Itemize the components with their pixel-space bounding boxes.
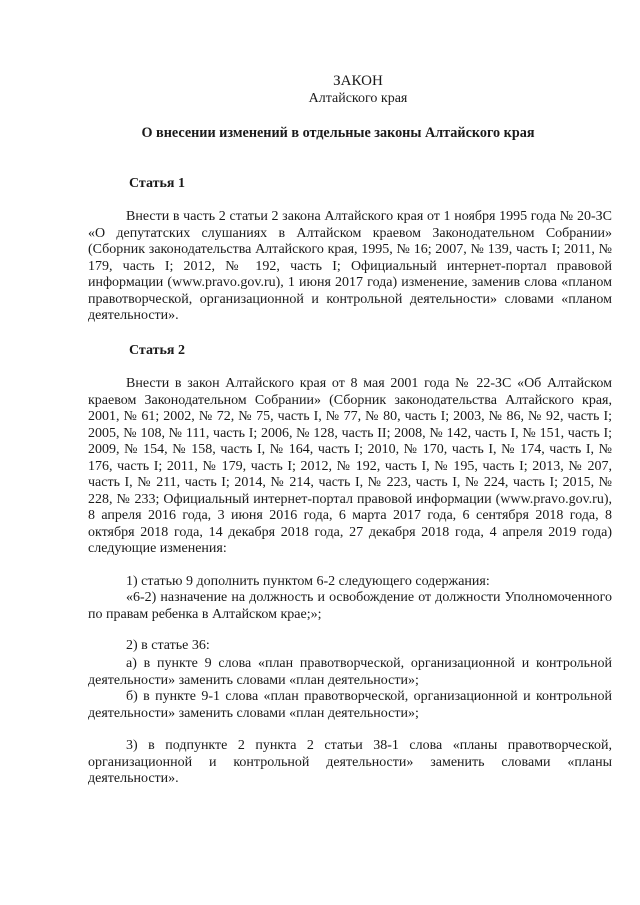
article-2-intro-paragraph: Внести в закон Алтайского края от 8 мая 2001 года № 22-ЗС «Об Алтайском краевом Законодательном Собрании» (Сборник законодательства Алтайского края, 2001, № 61; 2002, № 72, № 75, часть I, № 77, № 80, часть I; 2003, № 86, № 92, часть I; 2005, № 108, № 111, часть I; 2006, № 128, часть II; 2008, № 142, часть I, № 151, часть I; 2009, № 154, № 158, часть I, № 164, часть I; 2010, № 170, часть I, № 174, часть I, № 176, часть I; 2011, № 179, часть I; 2012, № 192, часть I, № 195, часть I; 2013, № 207, часть I, № 211, часть I; 2014, № 214, часть I, № 223, часть I, № 224, часть I; 2015, № 228, № 233; Официальный интернет-портал правовой информации (www.pravo.gov.ru), 8 апреля 2016 года, 3 июня 2016 года, 6 марта 2017 года, 6 сентября 2018 года, 8 октября 2018 года, 14 декабря 2018 года, 27 декабря 2018 года, 4 апреля 2019 года) следующие изменения: [88,376,612,556]
article-2-item-2: 2) в статье 36: [126,638,210,653]
law-title: ЗАКОН [333,73,383,89]
article-2-heading: Статья 2 [129,343,185,358]
article-2-item-2a: а) в пункте 9 слова «план правотворческой, организационной и контрольной деятельности» заменить словами «план деятельности»; [88,656,612,688]
article-1-text [88,209,612,325]
law-heading: О внесении изменений в отдельные законы Алтайского края [141,125,535,141]
article-2-item-2b: б) в пункте 9-1 слова «план правотворческой, организационной и контрольной деятельности» заменить словами «план деятельности»; [88,689,612,721]
article-2-intro [88,376,612,558]
article-2-item-3: 3) в подпункте 2 пункта 2 статьи 38-1 слова «планы правотворческой, организационной и контрольной деятельности» заменить словами «планы деятельности». [88,738,612,786]
article-2-item-1: 1) статью 9 дополнить пунктом 6-2 следующего содержания: [126,574,490,589]
article-1-paragraph: Внести в часть 2 статьи 2 закона Алтайского края от 1 ноября 1995 года № 20-ЗС «О депутатских слушаниях в Алтайском краевом Законодательном Собрании» (Сборник законодательства Алтайского края, 1995, № 16; 2007, № 139, часть I; 2011, № 179, часть I; 2012, № 192, часть I; Официальный интернет-портал правовой информации (www.pravo.gov.ru), 1 июня 2017 года) изменение, заменив слова «планом правотворческой, организационной и контрольной деятельности» словами «планом деятельности». [88,209,612,323]
law-subtitle: Алтайского края [308,91,408,106]
article-2-item-1-quote: «6-2) назначение на должность и освобождение от должности Уполномоченного по правам ребенка в Алтайском крае;»; [88,590,612,622]
article-1-heading: Статья 1 [129,176,185,191]
